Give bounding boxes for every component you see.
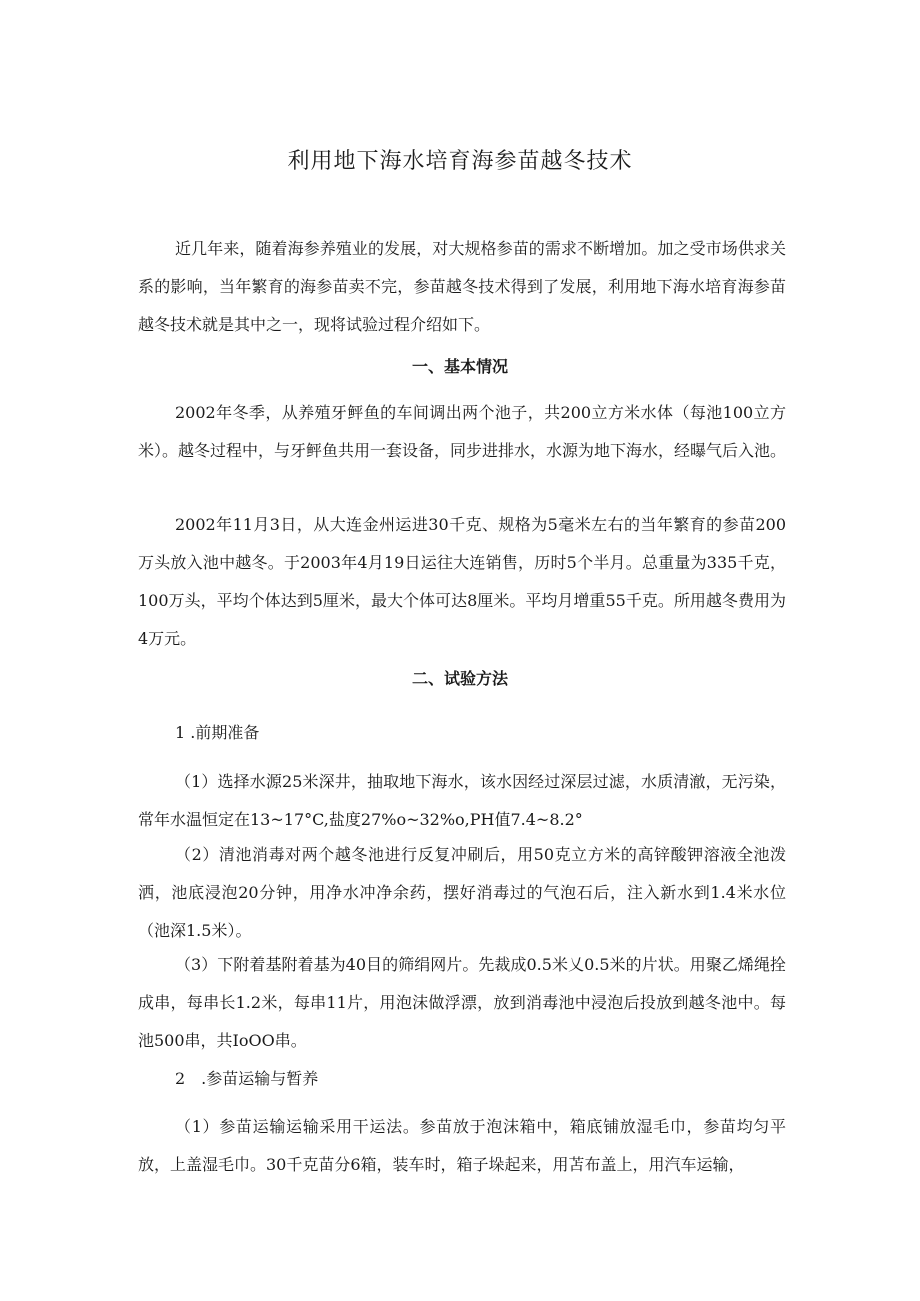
basic-paragraph-2: 2002年11月3日，从大连金州运进30千克、规格为5毫米左右的当年繁育的参苗200万头放入池中越冬。于2003年4月19日运往大连销售，历时5个半月。总重量为335千克，100万头，平均个体达到5厘米，最大个体可达8厘米。平均月增重55千克。所用越冬费用为4万元。 bbox=[138, 515, 786, 648]
intro-paragraph: 近几年来，随着海参养殖业的发展，对大规格参苗的需求不断增加。加之受市场供求关系的影响，当年繁育的海参苗卖不完，参苗越冬技术得到了发展，利用地下海水培育海参苗越冬技术就是其中之一，现将试验过程介绍如下。 bbox=[138, 239, 786, 334]
document-title: 利用地下海水培育海参苗越冬技术 bbox=[287, 149, 633, 174]
subsection-prep: 1 .前期准备 bbox=[175, 723, 260, 742]
section-heading-basic: 一、基本情况 bbox=[411, 357, 508, 376]
subsection-transport: 2 .参苗运输与暂养 bbox=[175, 1069, 319, 1088]
method-item-2: （2）清池消毒对两个越冬池进行反复冲刷后，用50克立方米的高锌酸钾溶液全池泼洒，池底浸泡20分钟，用净水冲净余药，摆好消毒过的气泡石后，注入新水到1.4米水位（池深1.5米）。 bbox=[138, 845, 786, 940]
section-heading-method: 二、试验方法 bbox=[411, 669, 508, 688]
basic-paragraph-1: 2002年冬季，从养殖牙鲆鱼的车间调出两个池子，共200立方米水体（每池100立方米）。越冬过程中，与牙鲆鱼共用一套设备，同步进排水，水源为地下海水，经曝气后入池。 bbox=[138, 403, 787, 460]
method-item-3: （3）下附着基附着基为40目的筛绢网片。先裁成0.5米乂0.5米的片状。用聚乙烯绳拴成串，每串长1.2米，每串11片，用泡沫做浮漂，放到消毒池中浸泡后投放到越冬池中。每池500串，共IoOO串。 bbox=[138, 955, 786, 1050]
method-item-4: （1）参苗运输运输采用干运法。参苗放于泡沫箱中，箱底铺放湿毛巾，参苗均匀平放，上盖湿毛巾。30千克苗分6箱，装车时，箱子垛起来，用苫布盖上，用汽车运输， bbox=[138, 1117, 786, 1174]
method-item-1: （1）选择水源25米深井，抽取地下海水，该水因经过深层过滤，水质清澈，无污染，常年水温恒定在13~17°C,盐度27%o~32%o,PH值7.4~8.2° bbox=[138, 772, 786, 829]
